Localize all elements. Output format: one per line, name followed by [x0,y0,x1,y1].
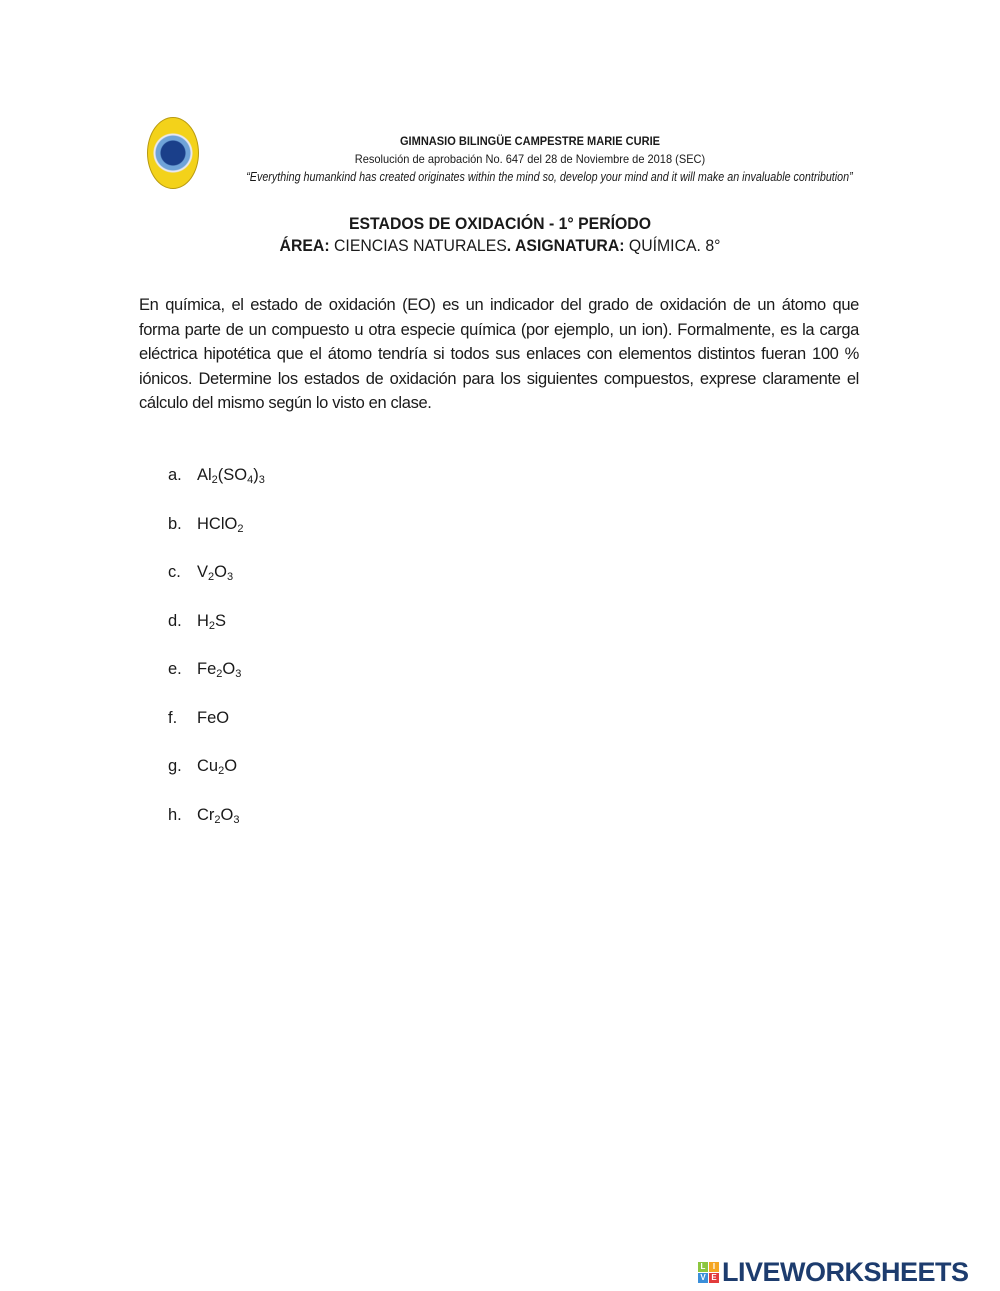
formula-text: O [222,660,236,678]
formula-subscript: 2 [216,668,223,680]
formula-subscript: 2 [214,813,221,826]
item-label: b. [168,514,182,533]
subject-value: QUÍMICA. 8° [624,236,721,255]
formula-text: O [214,563,227,581]
formula-text: Cu [197,757,219,775]
formula-subscript: 2 [208,571,215,583]
list-item [168,806,265,855]
formula-subscript: 3 [226,571,234,583]
instructions-paragraph: En química, el estado de oxidación (EO) es un indicador del grado de oxidación de un átomo que forma parte de un compuesto u otra especie química (por ejemplo, un ion). Formalmente, es la carga eléctrica hipotética que el átomo tendría si todos sus enlaces con elementos distintos fueran 100 % iónicos. Determine los estados de oxidación para los siguientes compuestos, exprese claramente el cálculo del mismo según lo visto en clase. [139,296,859,412]
chemical-formula [197,563,233,612]
worksheet-subtitle [35,236,965,256]
formula-text: (SO [217,466,248,484]
list-item [168,563,265,612]
chemical-formula [197,660,241,709]
chemical-formula [197,709,229,758]
item-label: a. [168,466,182,484]
compound-list [168,466,265,854]
subject-label: ASIGNATURA: [515,236,625,255]
item-label: h. [168,805,182,824]
school-logo [147,117,199,189]
chemical-formula [197,612,226,661]
motto-text: “Everything humankind has created originates within the mind so, develop your mind and it will make an invaluable contribution” [246,170,853,184]
item-label: e. [168,660,182,678]
formula-text: HClO [197,514,238,533]
list-item [168,515,265,564]
list-item [168,757,265,806]
formula-subscript: 4 [247,474,254,486]
formula-text: Cr [197,805,215,824]
formula-subscript: 3 [235,668,242,680]
worksheet-title: ESTADOS DE OXIDACIÓN - 1° PERÍODO [348,214,652,233]
cube-letter: V [698,1273,708,1283]
brand-text: LIVEWORKSHEETS [722,1257,969,1287]
liveworksheets-logo [698,1257,969,1288]
chemical-formula [197,757,237,806]
chemical-formula [197,515,243,564]
item-label: d. [168,611,182,630]
formula-subscript: 2 [211,474,218,486]
cube-letter: L [698,1262,708,1272]
formula-text: S [215,611,227,630]
area-value: CIENCIAS NATURALES [329,236,507,255]
item-label: c. [168,563,181,581]
formula-text: V [197,563,209,581]
formula-text: O [220,805,234,824]
list-item [168,709,265,758]
formula-text: O [224,757,238,775]
formula-text: FeO [197,708,230,727]
area-label: ÁREA: [279,236,330,255]
formula-text: H [197,611,209,630]
live-cubes-icon [698,1262,719,1283]
formula-subscript: 2 [237,522,244,535]
list-item [168,466,265,515]
formula-subscript: 2 [218,765,225,777]
item-label: f. [168,708,178,727]
resolution-text: Resolución de aprobación No. 647 del 28 de Noviembre de 2018 (SEC) [354,152,706,166]
formula-text: ) [253,466,259,484]
cube-letter: E [709,1273,719,1283]
item-label: g. [168,757,182,775]
formula-subscript: 2 [208,619,216,632]
list-item [168,660,265,709]
list-item [168,612,265,661]
cube-letter: I [709,1262,719,1272]
chemical-formula [197,806,240,855]
chemical-formula [197,466,265,515]
separator: . [506,236,516,255]
formula-subscript: 3 [233,813,240,826]
school-name: GIMNASIO BILINGÜE CAMPESTRE MARIE CURIE [399,134,661,148]
formula-text: Fe [197,660,217,678]
formula-subscript: 3 [258,474,265,486]
formula-text: Al [197,466,212,484]
